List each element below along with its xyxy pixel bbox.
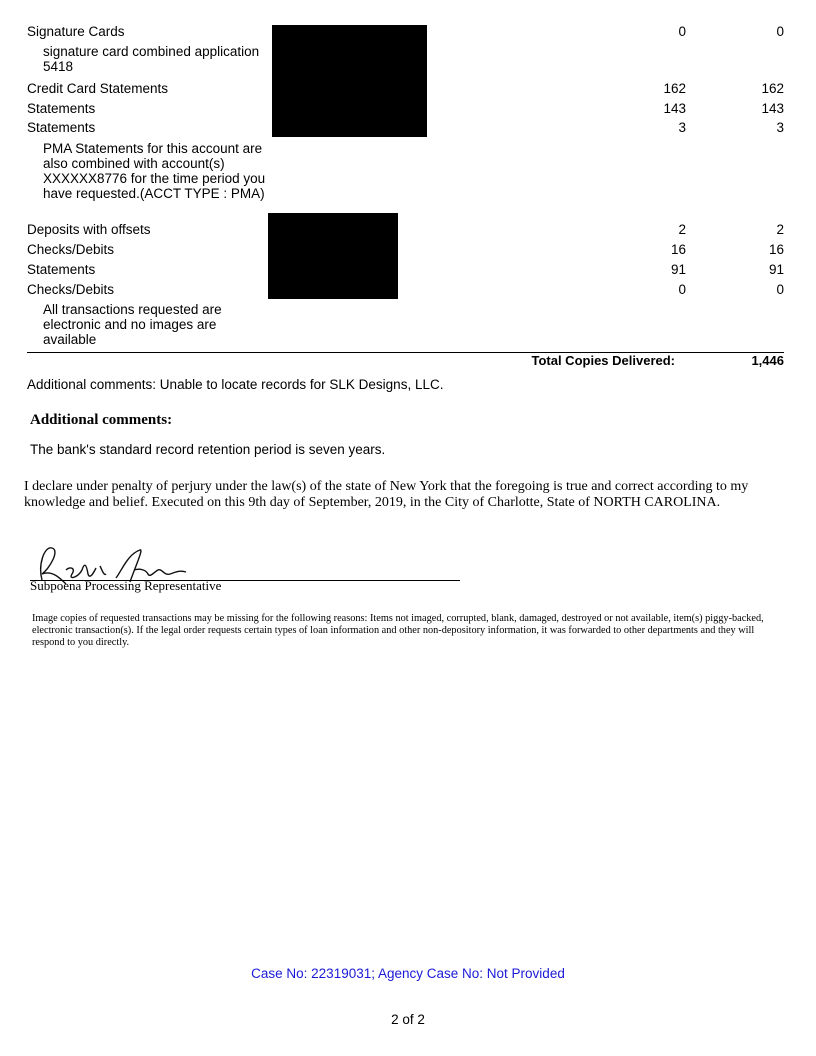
declaration-text: I declare under penalty of perjury under the law(s) of the state of New York that the foregoing is true and correct according to my knowledge and belief. Executed on this 9th day of September, 2019, in the City of Charlotte, State of NORTH CAROLINA.	[24, 479, 749, 510]
sub-note-pma: PMA Statements for this account are also combined with account(s) XXXXXX8776 for the time period you have requested.(ACCT TYPE : PMA)	[43, 141, 266, 201]
row-count-b: 16	[768, 242, 784, 257]
row-count-a: 143	[663, 101, 686, 116]
row-count-b: 0	[776, 24, 784, 39]
sub-note-signature-card: signature card combined application 5418	[43, 44, 260, 74]
additional-comments-heading: Additional comments:	[30, 412, 173, 428]
row-count-a: 0	[678, 282, 686, 297]
row-label-signature-cards: Signature Cards	[27, 24, 125, 39]
row-label-statements: Statements	[27, 262, 96, 277]
redaction-block	[272, 25, 427, 137]
signature-title: Subpoena Processing Representative	[30, 578, 222, 593]
row-label-statements: Statements	[27, 101, 96, 116]
row-label-credit-card-statements: Credit Card Statements	[27, 81, 169, 96]
row-count-a: 0	[678, 24, 686, 39]
row-count-b: 0	[776, 282, 784, 297]
row-count-b: 2	[776, 222, 784, 237]
sub-note-electronic: All transactions requested are electronic and no images are available	[43, 302, 222, 347]
row-count-a: 2	[678, 222, 686, 237]
row-label-deposits-with-offsets: Deposits with offsets	[27, 222, 151, 237]
row-count-b: 91	[768, 262, 784, 277]
footnote: Image copies of requested transactions may be missing for the following reasons: Items not imaged, corrupted, blank, damaged, destroyed or not available, item(s) piggy-backed, electronic transaction(s). If the legal order requests certain types of loan information and other non-depository information, it was forwarded to other departments and they will respond to you directly.	[32, 613, 764, 648]
redaction-block	[268, 213, 398, 299]
row-count-b: 143	[761, 101, 784, 116]
row-count-a: 16	[670, 242, 686, 257]
case-number-line: Case No: 22319031; Agency Case No: Not Provided	[251, 966, 565, 981]
retention-comment: The bank's standard record retention period is seven years.	[30, 442, 386, 457]
row-label-checks-debits: Checks/Debits	[27, 282, 115, 297]
page-indicator: 2 of 2	[391, 1012, 425, 1027]
row-count-a: 3	[678, 120, 686, 135]
row-count-a: 91	[670, 262, 686, 277]
row-label-statements: Statements	[27, 120, 96, 135]
row-count-a: 162	[663, 81, 686, 96]
row-count-b: 3	[776, 120, 784, 135]
total-label: Total Copies Delivered:	[531, 353, 675, 368]
row-label-checks-debits: Checks/Debits	[27, 242, 115, 257]
additional-comment-line: Additional comments: Unable to locate records for SLK Designs, LLC.	[27, 377, 444, 392]
row-count-b: 162	[761, 81, 784, 96]
total-value: 1,446	[751, 353, 784, 368]
